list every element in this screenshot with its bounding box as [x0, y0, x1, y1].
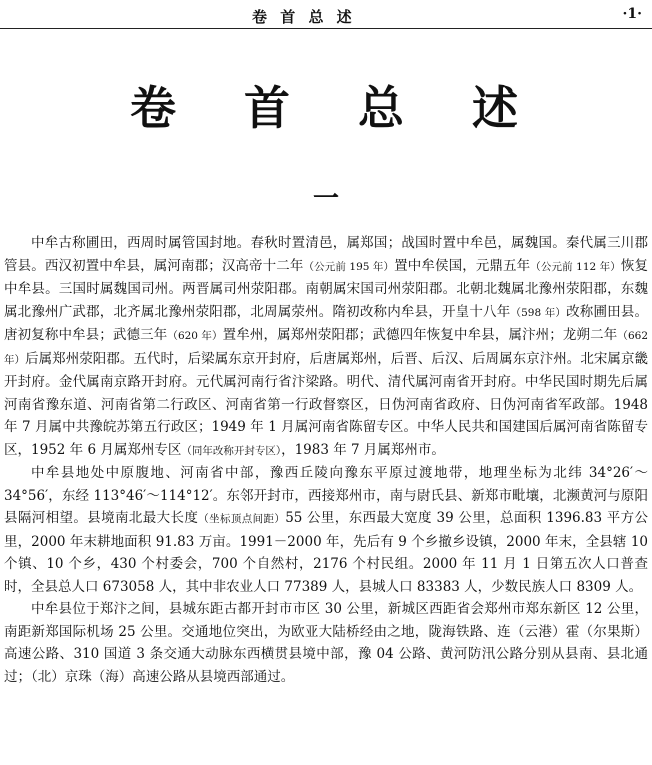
paragraph [4, 598, 648, 688]
chapter-title: 卷 首 总 述 [129, 81, 545, 135]
page-number: ·1· [622, 6, 642, 22]
paragraph-text: 改称圃田县。唐初复称中牟县；武德三年 [4, 303, 649, 343]
annotation-text: （公元前 112 年） [530, 260, 621, 273]
header-rule [0, 28, 652, 29]
annotation-text: （同年改称开封专区） [181, 444, 282, 457]
paragraph [4, 462, 648, 598]
section-number: 一 [312, 184, 339, 214]
paragraph-text: 中牟古称圃田，西周时属管国封地。春秋时置清邑，属郑国；战国时置中牟邑，属魏国。秦代属三川郡管县。西汉初置中牟县，属河南郡；汉高帝十二年 [4, 235, 648, 274]
annotation-text: （公元前 195 年） [303, 260, 395, 273]
paragraph-text: 置牟州，属郑州荥阳郡；武德四年恢复中牟县，属汴州；龙朔二年 [222, 327, 618, 343]
paragraph [4, 232, 648, 462]
annotation-text: （598 年） [510, 306, 567, 319]
paragraph-text: 后属郑州荥阳郡。五代时，后梁属东京开封府，后唐属郑州，后晋、后汉、后周属东京汴州。北宋属京畿开封府。金代属南京路开封府。元代属河南行省汴梁路。明代、清代属河南省开封府。中华民国时期先后属河南省豫东道、河南省第二行政区、河南省第一行政督察区，日伪河南省政府、日伪河南省军政部。1948 年 7 月属中共豫皖苏第五行政区；1949 年 1 月属河南省陈留专区。中华人民共和国建国后属河南省陈留专区，1952 年 6 月属郑州专区 [4, 350, 649, 458]
annotation-text: （620 年） [167, 330, 223, 342]
running-title: 卷 首 总 述 [252, 8, 356, 26]
annotation-text: （662 年） [4, 330, 649, 366]
paragraph-text: 55 公里，东西最大宽度 39 公里，总面积 1396.83 平方公里，2000 年末耕地面积 91.83 万亩。1991－2000 年，先后有 9 个乡撤乡设镇，2000 年末，全县辖 10 个镇、10 个乡，430 个村委会，700 个自然村，2176 个村民组。2000 年 11 月 1 日第五次人口普查时，全县总人口 673058 人，其中非农业人口 77389 人，县城人口 83383 人，少数民族人口 8309 人。 [4, 510, 649, 595]
paragraph-text: ，1983 年 7 月属郑州市。 [281, 441, 445, 458]
running-header [0, 0, 652, 28]
paragraph-text: 中牟县位于郑汴之间，县城东距古都开封市市区 30 公里，新城区西距省会郑州市郑东新区 12 公里，南距新郑国际机场 25 公里。交通地位突出，为欧亚大陆桥经由之地，陇海铁路、连（云港）霍（尔果斯）高速公路、310 国道 3 条交通大动脉东西横贯县境中部，豫 04 公路、黄河防汛公路分别从县南、县北通过；（北）京珠（海）高速公路从县境西部通过。 [4, 601, 648, 685]
annotation-text: （坐标顶点间距） [198, 513, 286, 525]
paragraph-text: 中牟县地处中原腹地、河南省中部，豫西丘陵向豫东平原过渡地带，地理坐标为北纬 34°26′～34°56′，东经 113°46′～114°12′。东邻开封市，西接郑州市，南与尉氏县、新郑市毗壤，北濒黄河与原阳县隔河相望。县境南北最大长度 [4, 465, 648, 526]
paragraph-text: 置中牟侯国，元鼎五年 [394, 257, 531, 274]
body-text [4, 232, 648, 688]
paragraph-text: 恢复中牟县。三国时属魏国司州。两晋属司州荥阳郡。南朝属宋国司州荥阳郡。北朝北魏属北豫州荥阳郡，东魏属北豫州广武郡，北齐属北豫州荥阳郡，北周属荥州。隋初改称内牟县，开皇十八年 [4, 257, 649, 320]
